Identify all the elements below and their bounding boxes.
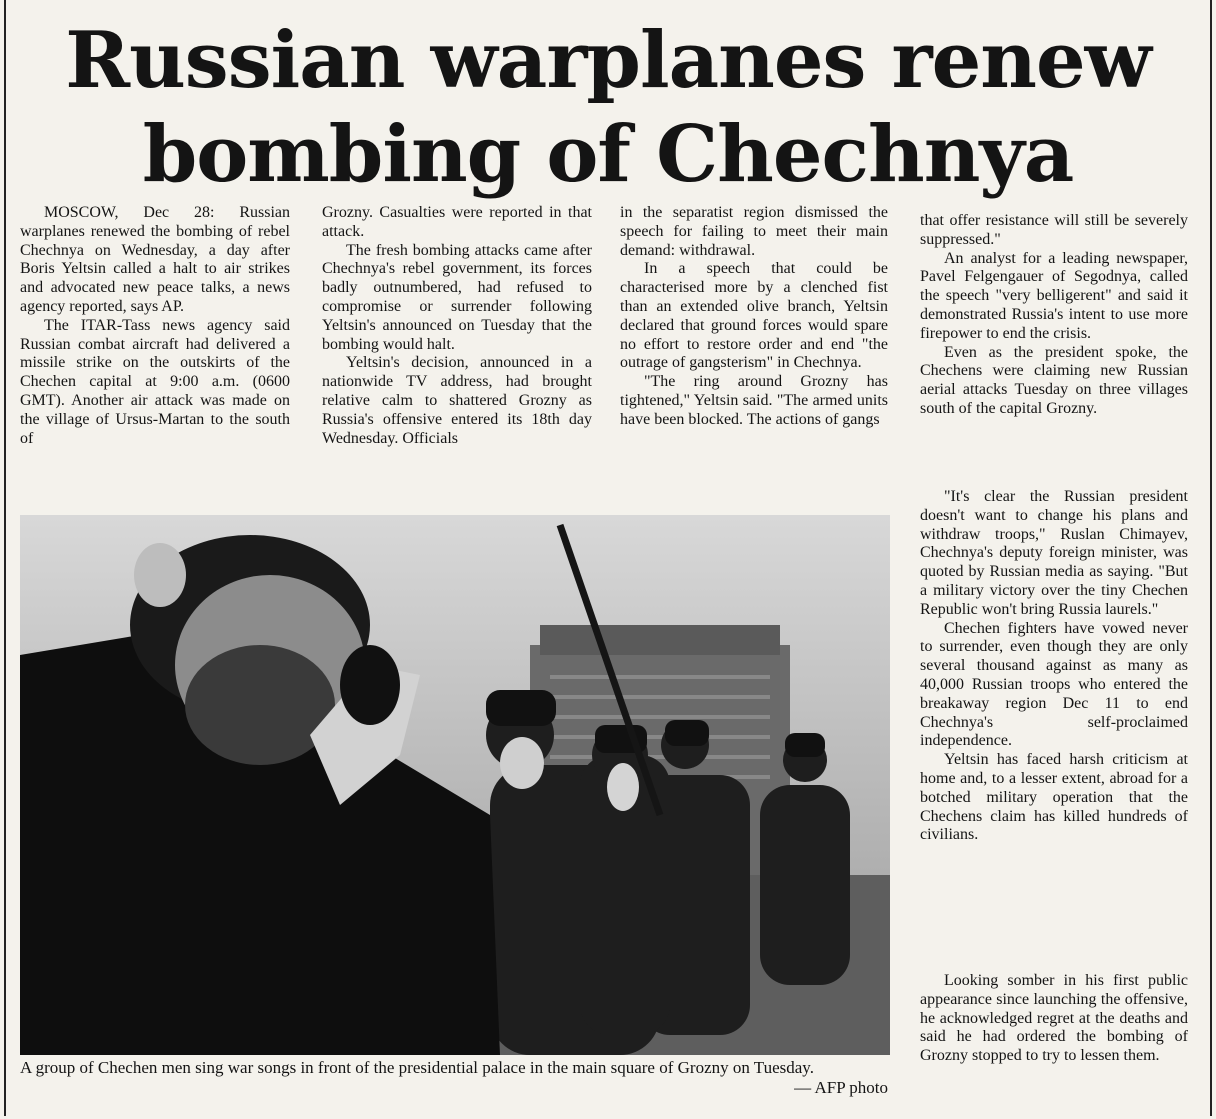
paragraph: Looking somber in his first public appearance since launching the offensive, he acknowledged regret at the deaths and said he had ordered the bombing of Grozny stopped to try to lessen them.: [920, 972, 1188, 1065]
paragraph: Chechen fighters have vowed never to surrender, even though they are only several thousand against as many as 40,000 Russian troops who entered the breakaway region Dec 11 to end Chechnya's self-proclaimed independence.: [920, 619, 1188, 750]
headline-line-1: Russian warplanes renew: [65, 15, 1151, 106]
article-column-4: [920, 212, 1188, 478]
paragraph: An analyst for a leading newspaper, Pavel Felgengauer of Segodnya, called the speech "very belligerent" and said it demonstrated Russia's intent to use more firepower to end the crisis.: [920, 249, 1188, 342]
paragraph: Yeltsin has faced harsh criticism at home and, to a lesser extent, abroad for a botched military operation that the Chechens claim has killed hundreds of civilians.: [920, 751, 1188, 844]
news-photo: [20, 515, 890, 1055]
paragraph: "The ring around Grozny has tightened," Yeltsin said. "The armed units have been blocked. The actions of gangs: [620, 373, 888, 428]
paragraph: that offer resistance will still be severely suppressed.": [920, 212, 1188, 248]
paragraph: In a speech that could be characterised more by a clenched fist than an extended olive branch, Yeltsin declared that ground forces would spare no effort to restore order and end "the outrage of gangsterism" in Chechnya.: [620, 260, 888, 372]
article-column-4-lower: [920, 488, 1188, 948]
headline-line-2: bombing of Chechnya: [142, 109, 1074, 200]
paragraph: Yeltsin's decision, announced in a nationwide TV address, had brought relative calm to shattered Grozny as Russia's offensive entered its 18th day Wednesday. Officials: [322, 354, 592, 447]
article-column-3: [620, 204, 888, 508]
paragraph: in the separatist region dismissed the speech for failing to meet their main demand: withdrawal.: [620, 204, 888, 259]
photo-credit: — AFP photo: [794, 1078, 888, 1097]
paragraph: Grozny. Casualties were reported in that attack.: [322, 204, 592, 240]
photo-illustration: [20, 515, 890, 1055]
photo-caption: [20, 1058, 888, 1097]
paragraph: "It's clear the Russian president doesn't want to change his plans and withdraw troops," Ruslan Chimayev, Chechnya's deputy foreign minister, was quoted by Russian media as saying. "But a military victory over the tiny Chechen Republic won't bring Russia laurels.": [920, 488, 1188, 618]
caption-text: A group of Chechen men sing war songs in front of the presidential palace in the main square of Grozny on Tuesday.: [20, 1058, 814, 1077]
article-column-2: [322, 204, 592, 508]
paragraph: The fresh bombing attacks came after Chechnya's rebel government, its forces badly outnumbered, had refused to compromise or surrender following Yeltsin's announced on Tuesday that the bombing would halt.: [322, 241, 592, 353]
article-column-4-end: [920, 972, 1188, 1112]
article-column-1: [20, 204, 290, 508]
paragraph: Even as the president spoke, the Chechens were claiming new Russian aerial attacks Tuesday on three villages south of the capital Grozny.: [920, 343, 1188, 417]
paragraph: MOSCOW, Dec 28: Russian warplanes renewed the bombing of rebel Chechnya on Wednesday, a day after Boris Yeltsin called a halt to air strikes and advocated new peace talks, a news agency reported, says AP.: [20, 204, 290, 315]
paragraph: The ITAR-Tass news agency said Russian combat aircraft had delivered a missile strike on the outskirts of the Chechen capital at 9:00 a.m. (0600 GMT). Another air attack was made on the village of Ursus-Martan to the south of: [20, 316, 290, 447]
